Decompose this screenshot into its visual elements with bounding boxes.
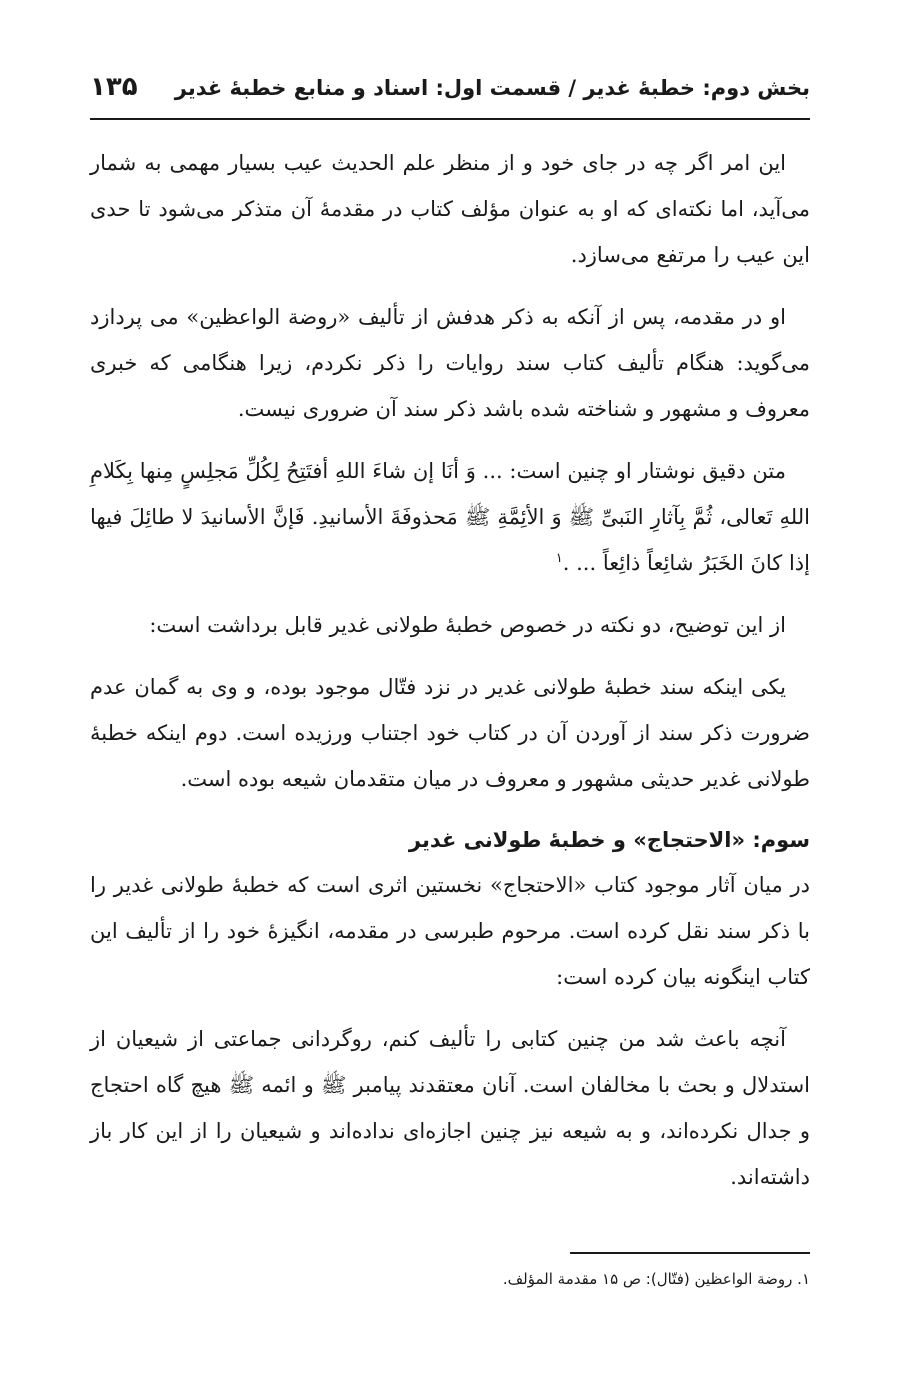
paragraph-2: او در مقدمه، پس از آنکه به ذکر هدفش از تألیف «روضة الواعظین» می پردازد می‌گوید: هنگام تألیف کتاب سند روایات را ذکر نکردم، زیرا هنگامی که خبری معروف و مشهور و شناخته شده باشد ذکر سند آن ضروری نیست. [90, 305, 810, 421]
footnote-reference[interactable]: ۱ [555, 551, 563, 566]
page-header [90, 72, 810, 120]
arabic-quote-paragraph [90, 448, 810, 586]
paragraph-7: آنچه باعث شد من چنین کتابی را تألیف کنم، روگردانی جماعتی از شیعیان از استدلال و بحث با مخالفان است. آنان معتقدند پیامبر ﷺ و ائمه ﷺ هیچ گاه احتجاج و جدال نکرده‌اند، و به شیعه نیز چنین اجازه‌ای نداده‌اند و شیعیان را از این کار باز داشته‌اند. [90, 1027, 810, 1189]
footnote: ۱. روضة الواعظین (فتّال): ص ۱۵ مقدمة المؤلف. [502, 1270, 810, 1288]
paragraph-6: در میان آثار موجود کتاب «الاحتجاج» نخستین اثری است که خطبۀ طولانی غدیر را با ذکر سند نقل کرده است. مرحوم طبرسی در مقدمه، انگیزۀ خود را از تألیف این کتاب اینگونه بیان کرده است: [90, 873, 810, 989]
footnote-divider [570, 1252, 810, 1254]
running-title: بخش دوم: خطبۀ غدیر / قسمت اول: اسناد و منابع خطبۀ غدیر [174, 76, 810, 100]
section-heading: سوم: «الاحتجاج» و خطبۀ طولانی غدیر [408, 828, 810, 852]
paragraph-1: این امر اگر چه در جای خود و از منظر علم الحدیث عیب بسیار مهمی به شمار می‌آید، اما نکته‌ای که او به عنوان مؤلف کتاب در مقدمۀ آن متذکر می‌شود تا حدی این عیب را مرتفع می‌سازد. [90, 151, 810, 267]
paragraph-4: از این توضیح، دو نکته در خصوص خطبۀ طولانی غدیر قابل برداشت است: [149, 613, 786, 637]
page-number: ۱۳۵ [90, 72, 138, 102]
arabic-quote-text: متن دقیق نوشتار او چنین است: ... وَ أنَا إن شاءَ اللهِ أفتَتِحُ لِكُلِّ مَجلِسٍ مِنها بِكَلامِ اللهِ تَعالی، ثُمَّ بِآثارِ النَبیِّ ﷺ وَ الأئِمَّةِ ﷺ مَحذوفَةَ الأسانيدِ. فَإنَّ الأسانيدَ لا طائِلَ فيها إذا كانَ الخَبَرُ شائِعاً ذائِعاً ... . [90, 459, 810, 575]
main-text [90, 140, 810, 1216]
paragraph-5: یکی اینکه سند خطبۀ طولانی غدیر در نزد فتّال موجود بوده، و وی به گمان عدم ضرورت ذکر سند از آوردن آن در کتاب خود اجتناب ورزیده است. دوم اینکه خطبۀ طولانی غدیر حدیثی مشهور و معروف در میان متقدمان شیعه بوده است. [90, 675, 810, 791]
